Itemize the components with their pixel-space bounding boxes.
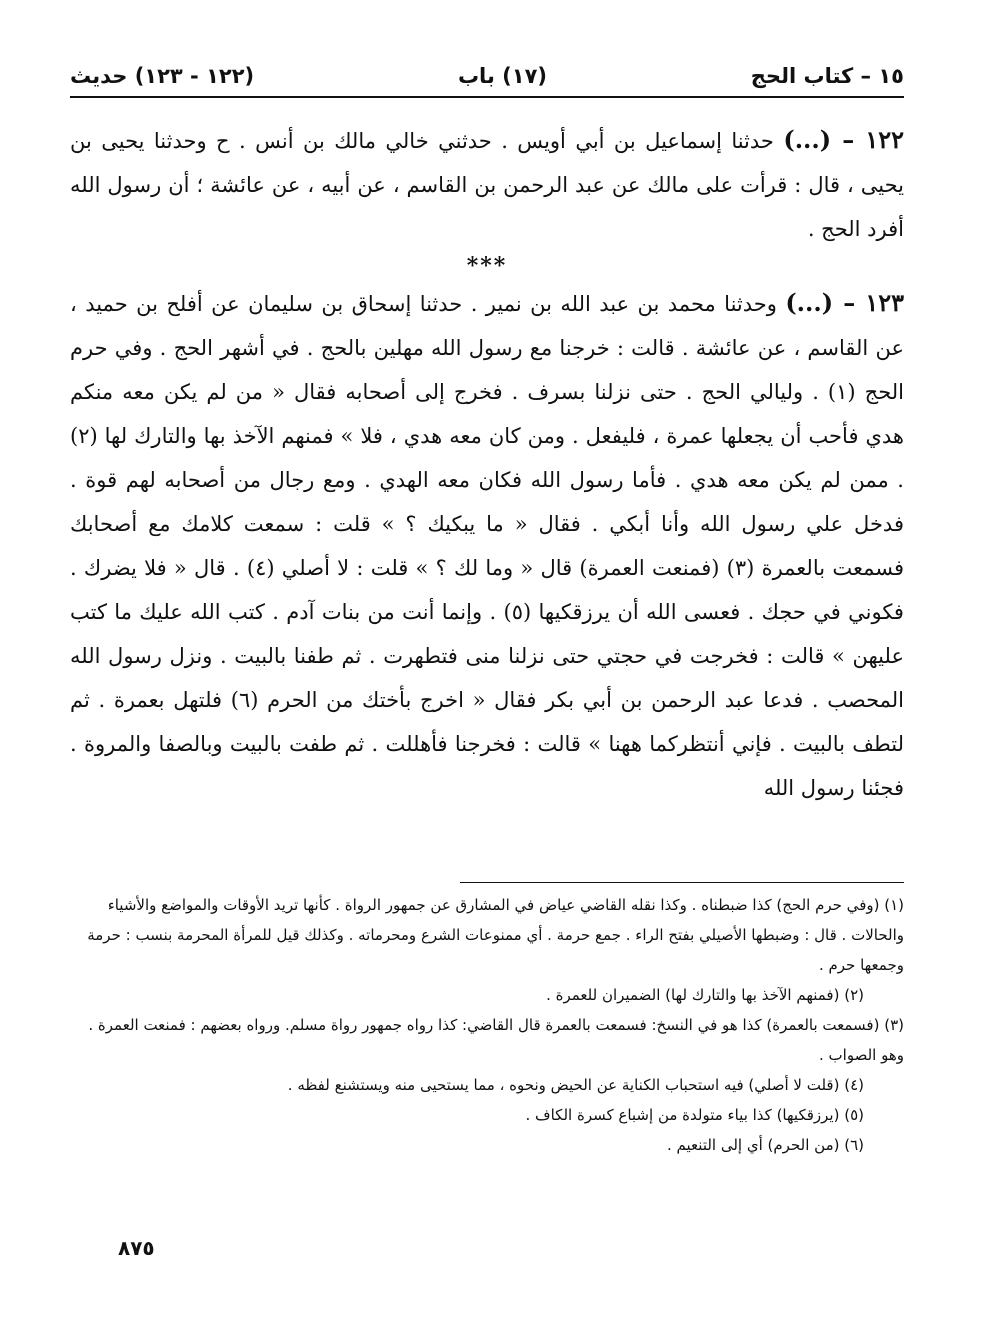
page-number: ٨٧٥ [118,1236,155,1260]
hadith-number: ١٢٢ – (...) [783,125,904,154]
footnote-6: (٦) (من الحرم) أي إلى التنعيم . [667,1136,864,1154]
book-section-title: ١٥ – كتاب الحج [750,64,904,88]
hadith-122 [70,118,904,251]
running-header [70,58,904,94]
footnote-3: (٣) (فسمعت بالعمرة) كذا هو في النسخ: فسمعت بالعمرة قال القاضي: كذا رواه جمهور رواة مسلم. ورواه بعضهم : فمنعت العمرة . وهو الصواب . [88,1016,904,1064]
footnote-4: (٤) (قلت لا أصلي) فيه استحباب الكناية عن الحيض ونحوه ، مما يستحيى منه ويستشنع لفظه . [287,1076,864,1094]
hadith-text: وحدثنا محمد بن عبد الله بن نمير . حدثنا إسحاق بن سليمان عن أفلح بن حميد ، عن القاسم ، عن عائشة . قالت : خرجنا مع رسول الله مهلين بالحج . في أشهر الحج . وفي حرم الحج (١) . وليالي الحج . حتى نزلنا بسرف . فخرج إلى أصحابه فقال « من لم يكن معه منكم هدي فأحب أن يجعلها عمرة ، فليفعل . ومن كان معه هدي ، فلا » فمنهم الآخذ بها والتارك لها (٢) . ممن لم يكن معه هدي . فأما رسول الله فكان معه الهدي . ومع رجال من أصحابه لهم قوة . فدخل علي رسول الله وأنا أبكي . فقال « ما يبكيك ؟ » قلت : سمعت كلامك مع أصحابك فسمعت بالعمرة (٣) (فمنعت العمرة) قال « وما لك ؟ » قلت : لا أصلي (٤) . قال « فلا يضرك . فكوني في حجك . فعسى الله أن يرزقكيها (٥) . وإنما أنت من بنات آدم . كتب الله عليك ما كتب عليهن » قالت : فخرجت في حجتي حتى نزلنا منى فتطهرت . ثم طفنا بالبيت . ونزل رسول الله المحصب . فدعا عبد الرحمن بن أبي بكر فقال « اخرج بأختك من الحرم (٦) فلتهل بعمرة . ثم لتطف بالبيت . فإني أنتظركما ههنا » قالت : فخرجنا فأهللت . ثم طفت بالبيت وبالصفا والمروة . فجئنا رسول الله [70,292,904,800]
header-divider [70,96,904,98]
hadith-range-label: (١٢٢ - ١٢٣) حديث [70,64,255,88]
hadith-text: حدثنا إسماعيل بن أبي أويس . حدثني خالي مالك بن أنس . ح وحدثنا يحيى بن يحيى ، قال : قرأت على مالك عن عبد الرحمن بن القاسم ، عن أبيه ، عن عائشة ؛ أن رسول الله أفرد الحج . [70,129,904,241]
footnote-2: (٢) (فمنهم الآخذ بها والتارك لها) الضميران للعمرة . [546,986,864,1004]
footnote-divider [460,882,904,883]
section-separator: *** [466,253,508,279]
footnote-1: (١) (وفي حرم الحج) كذا ضبطناه . وكذا نقله القاضي عياض في المشارق عن جمهور الرواة . كأنها تريد الأوقات والمواضع والأشياء والحالات . قال : وضبطها الأصيلي بفتح الراء . جمع حرمة . أي ممنوعات الشرع ومحرماته . وكذلك قيل للمرأة المحرمة بنسب : حرمة وجمعها حرم . [87,896,904,974]
main-text [70,118,904,810]
footnotes [70,890,904,1160]
hadith-number: ١٢٣ – (...) [785,288,904,317]
hadith-123 [70,281,904,810]
chapter-label: (١٧) باب [457,64,547,88]
footnote-5: (٥) (يرزقكيها) كذا بياء متولدة من إشباع كسرة الكاف . [525,1106,864,1124]
